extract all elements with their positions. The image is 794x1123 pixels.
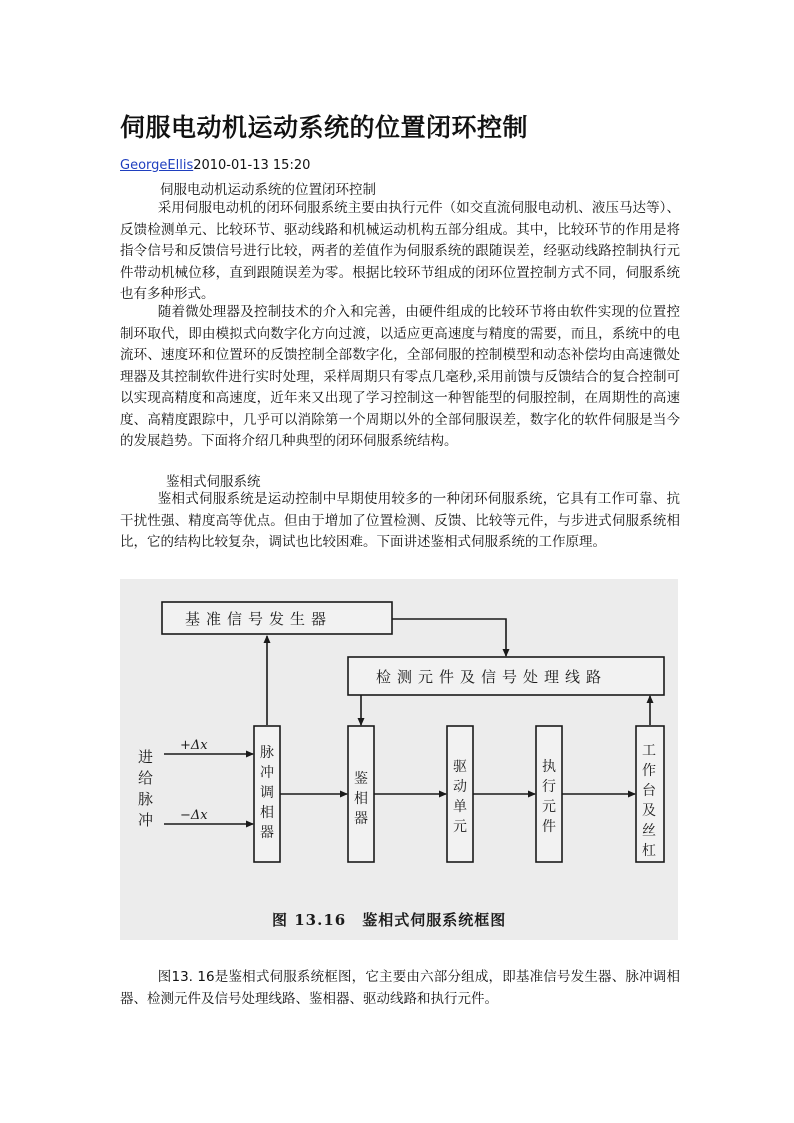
block-char: 杠 xyxy=(642,843,656,859)
block-char: 行 xyxy=(542,779,556,795)
ref-signal-gen-label: 基准信号发生器 xyxy=(185,610,333,628)
block-char: 单 xyxy=(453,799,467,815)
detect-circuit-label: 检测元件及信号处理线路 xyxy=(376,668,608,686)
input-label-char: 冲 xyxy=(138,811,154,829)
block-char: 元 xyxy=(542,799,556,815)
block-char: 冲 xyxy=(260,765,274,781)
block-char: 台 xyxy=(642,783,656,799)
block-char: 器 xyxy=(260,825,274,841)
byline xyxy=(120,158,310,173)
paragraph-intro: 采用伺服电动机的闭环伺服系统主要由执行元件（如交直流伺服电动机、液压马达等）、反馈检测单元、比较环节、驱动线路和机械运动机构五部分组成。其中，比较环节的作用是将指令信号和反馈信号进行比较，两者的差值作为伺服系统的跟随误差，经驱动线路控制执行元件带动机械位移，直到跟随误差为零。根据比较环节组成的闭环位置控制方式不同，伺服系统也有多种形式。 xyxy=(120,200,680,302)
article-title: 伺服电动机运动系统的位置闭环控制 xyxy=(120,113,529,142)
plus-delta-label: +Δx xyxy=(180,738,208,753)
article-subheading: 伺服电动机运动系统的位置闭环控制 xyxy=(160,182,376,198)
input-label-char: 给 xyxy=(138,769,154,787)
block-char: 脉 xyxy=(260,745,274,761)
block-char: 及 xyxy=(642,803,656,819)
block-char: 作 xyxy=(642,763,656,779)
paragraph-closing: 图13. 16是鉴相式伺服系统框图，它主要由六部分组成，即基准信号发生器、脉冲调相器、检测元件及信号处理线路、鉴相器、驱动线路和执行元件。 xyxy=(120,969,680,1007)
post-datetime: 2010-01-13 15:20 xyxy=(193,158,311,173)
phase-discriminator-label xyxy=(354,770,368,827)
author-link[interactable]: GeorgeEllis xyxy=(120,158,194,173)
figure-caption: 图 13.16 鉴相式伺服系统框图 xyxy=(272,911,507,929)
block-char: 元 xyxy=(453,819,467,835)
input-label-char: 脉 xyxy=(138,790,154,808)
block-char: 鉴 xyxy=(354,771,368,787)
pulse-phase-modulator-label xyxy=(260,745,274,841)
block-char: 相 xyxy=(260,805,274,821)
block-char: 执 xyxy=(542,759,556,775)
input-label-char: 进 xyxy=(138,748,154,766)
input-label xyxy=(138,748,153,829)
block-diagram-figure xyxy=(120,579,678,940)
paragraph-section: 鉴相式伺服系统是运动控制中早期使用较多的一种闭环伺服系统，它具有工作可靠、抗干扰性强、精度高等优点。但由于增加了位置检测、反馈、比较等元件，与步进式伺服系统相比，它的结构比较复杂，调试也比较困难。下面讲述鉴相式伺服系统的工作原理。 xyxy=(120,491,680,550)
section-heading: 鉴相式伺服系统 xyxy=(166,474,261,490)
minus-delta-label: −Δx xyxy=(180,808,208,823)
block-char: 工 xyxy=(642,743,656,759)
block-char: 调 xyxy=(260,785,274,801)
block-char: 动 xyxy=(453,779,467,795)
block-diagram xyxy=(120,579,678,940)
block-char: 驱 xyxy=(453,759,467,775)
block-char: 件 xyxy=(542,819,556,835)
block-char: 器 xyxy=(354,811,368,827)
paragraph-digital: 随着微处理器及控制技术的介入和完善，由硬件组成的比较环节将由软件实现的位置控制环取代，即由模拟式向数字化方向过渡，以适应更高速度与精度的需要，而且，系统中的电流环、速度环和位置环的反馈控制全部数字化，全部伺服的控制模型和动态补偿均由高速微处理器及其控制软件进行实时处理，采样周期只有零点几毫秒,采用前馈与反馈结合的复合控制可以实现高精度和高速度，近年来又出现了学习控制这一种智能型的伺服控制，在周期性的高速度、高精度跟踪中，几乎可以消除第一个周期以外的全部伺服误差，数字化的软件伺服是当今的发展趋势。下面将介绍几种典型的闭环伺服系统结构。 xyxy=(120,304,680,449)
block-char: 相 xyxy=(354,791,368,807)
block-char: 丝 xyxy=(642,823,656,839)
